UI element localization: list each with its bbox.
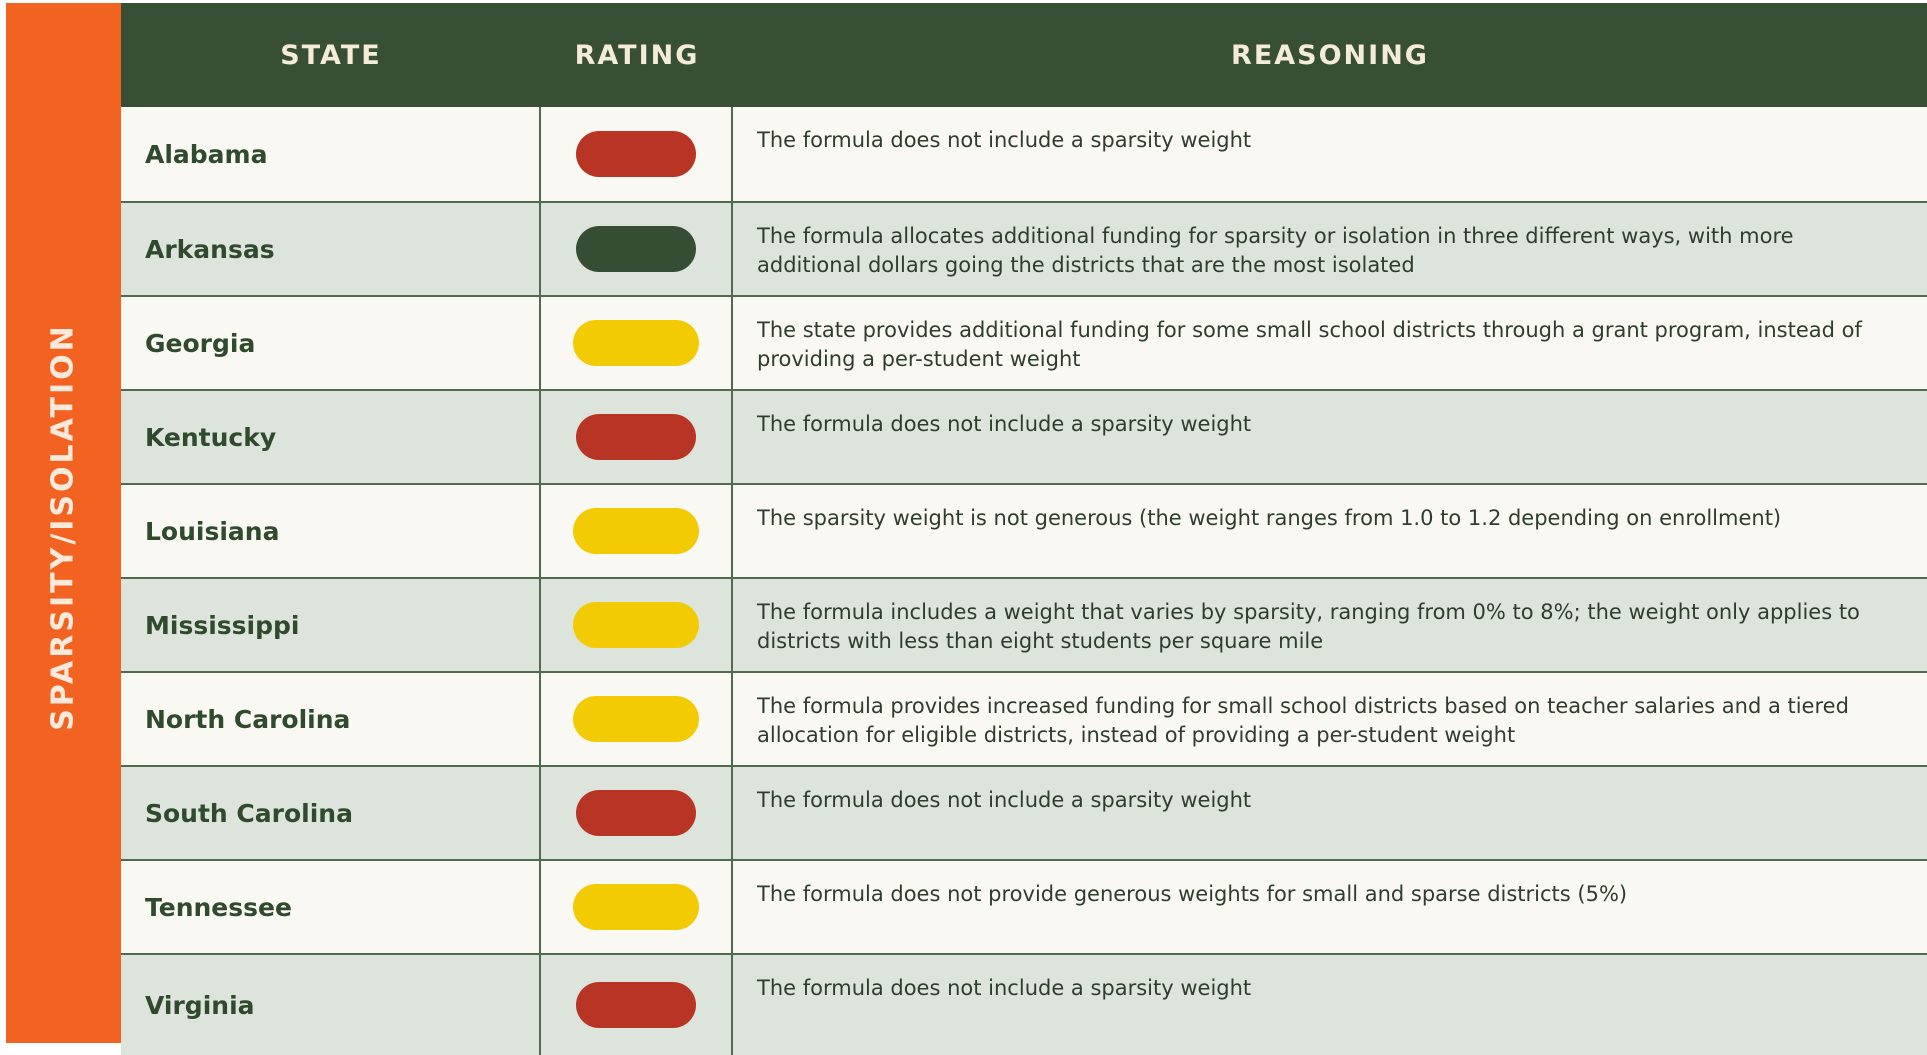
rating-cell <box>541 767 733 859</box>
rating-cell <box>541 391 733 483</box>
reasoning-cell: The formula does not include a sparsity weight <box>757 788 1252 812</box>
rating-pill-yellow <box>573 884 699 930</box>
table-row <box>121 859 1927 953</box>
reasoning-cell: The formula allocates additional funding for sparsity or isolation in three different ways, with more additional dollars going the districts that are the most isolated <box>757 224 1794 277</box>
state-cell: Tennessee <box>121 861 541 953</box>
category-label: SPARSITY/ISOLATION <box>45 323 81 731</box>
table-row <box>121 107 1927 201</box>
state-cell: Kentucky <box>121 391 541 483</box>
rating-pill-red <box>576 790 696 836</box>
table-row <box>121 953 1927 1055</box>
rating-cell <box>541 107 733 201</box>
rating-pill-green <box>576 226 696 272</box>
rating-cell <box>541 579 733 671</box>
state-cell: Arkansas <box>121 203 541 295</box>
rating-cell <box>541 955 733 1055</box>
reasoning-cell: The state provides additional funding for some small school districts through a grant program, instead of providing a per-student weight <box>757 318 1862 371</box>
reasoning-cell: The formula includes a weight that varies by sparsity, ranging from 0% to 8%; the weight only applies to districts with less than eight students per square mile <box>757 600 1860 653</box>
state-cell: Alabama <box>121 107 541 201</box>
table-body <box>121 107 1927 1055</box>
rating-pill-yellow <box>573 696 699 742</box>
table-row <box>121 483 1927 577</box>
rating-pill-red <box>576 414 696 460</box>
table-row <box>121 295 1927 389</box>
state-cell: Georgia <box>121 297 541 389</box>
rating-pill-red <box>576 131 696 177</box>
rating-pill-yellow <box>573 508 699 554</box>
table-row <box>121 671 1927 765</box>
header-state: STATE <box>280 39 382 71</box>
table-row <box>121 201 1927 295</box>
reasoning-cell: The formula provides increased funding for small school districts based on teacher salaries and a tiered allocation for eligible districts, instead of providing a per-student weight <box>757 694 1849 747</box>
state-cell: Louisiana <box>121 485 541 577</box>
ratings-table <box>121 3 1927 1055</box>
rating-pill-yellow <box>573 602 699 648</box>
header-rating: RATING <box>574 39 700 71</box>
table-row <box>121 577 1927 671</box>
table-header <box>121 3 1927 107</box>
reasoning-cell: The formula does not include a sparsity weight <box>757 412 1252 436</box>
header-reasoning: REASONING <box>1231 39 1429 71</box>
state-cell: Mississippi <box>121 579 541 671</box>
rating-cell <box>541 297 733 389</box>
reasoning-cell: The formula does not include a sparsity weight <box>757 128 1252 152</box>
table-row <box>121 389 1927 483</box>
reasoning-cell: The formula does not include a sparsity weight <box>757 976 1252 1000</box>
rating-cell <box>541 485 733 577</box>
rating-pill-yellow <box>573 320 699 366</box>
state-cell: South Carolina <box>121 767 541 859</box>
reasoning-cell: The sparsity weight is not generous (the weight ranges from 1.0 to 1.2 depending on enrollment) <box>757 506 1782 530</box>
rating-cell <box>541 861 733 953</box>
rating-cell <box>541 203 733 295</box>
rating-cell <box>541 673 733 765</box>
state-cell: North Carolina <box>121 673 541 765</box>
rating-pill-red <box>576 982 696 1028</box>
reasoning-cell: The formula does not provide generous weights for small and sparse districts (5%) <box>757 882 1628 906</box>
state-cell: Virginia <box>121 955 541 1055</box>
table-row <box>121 765 1927 859</box>
